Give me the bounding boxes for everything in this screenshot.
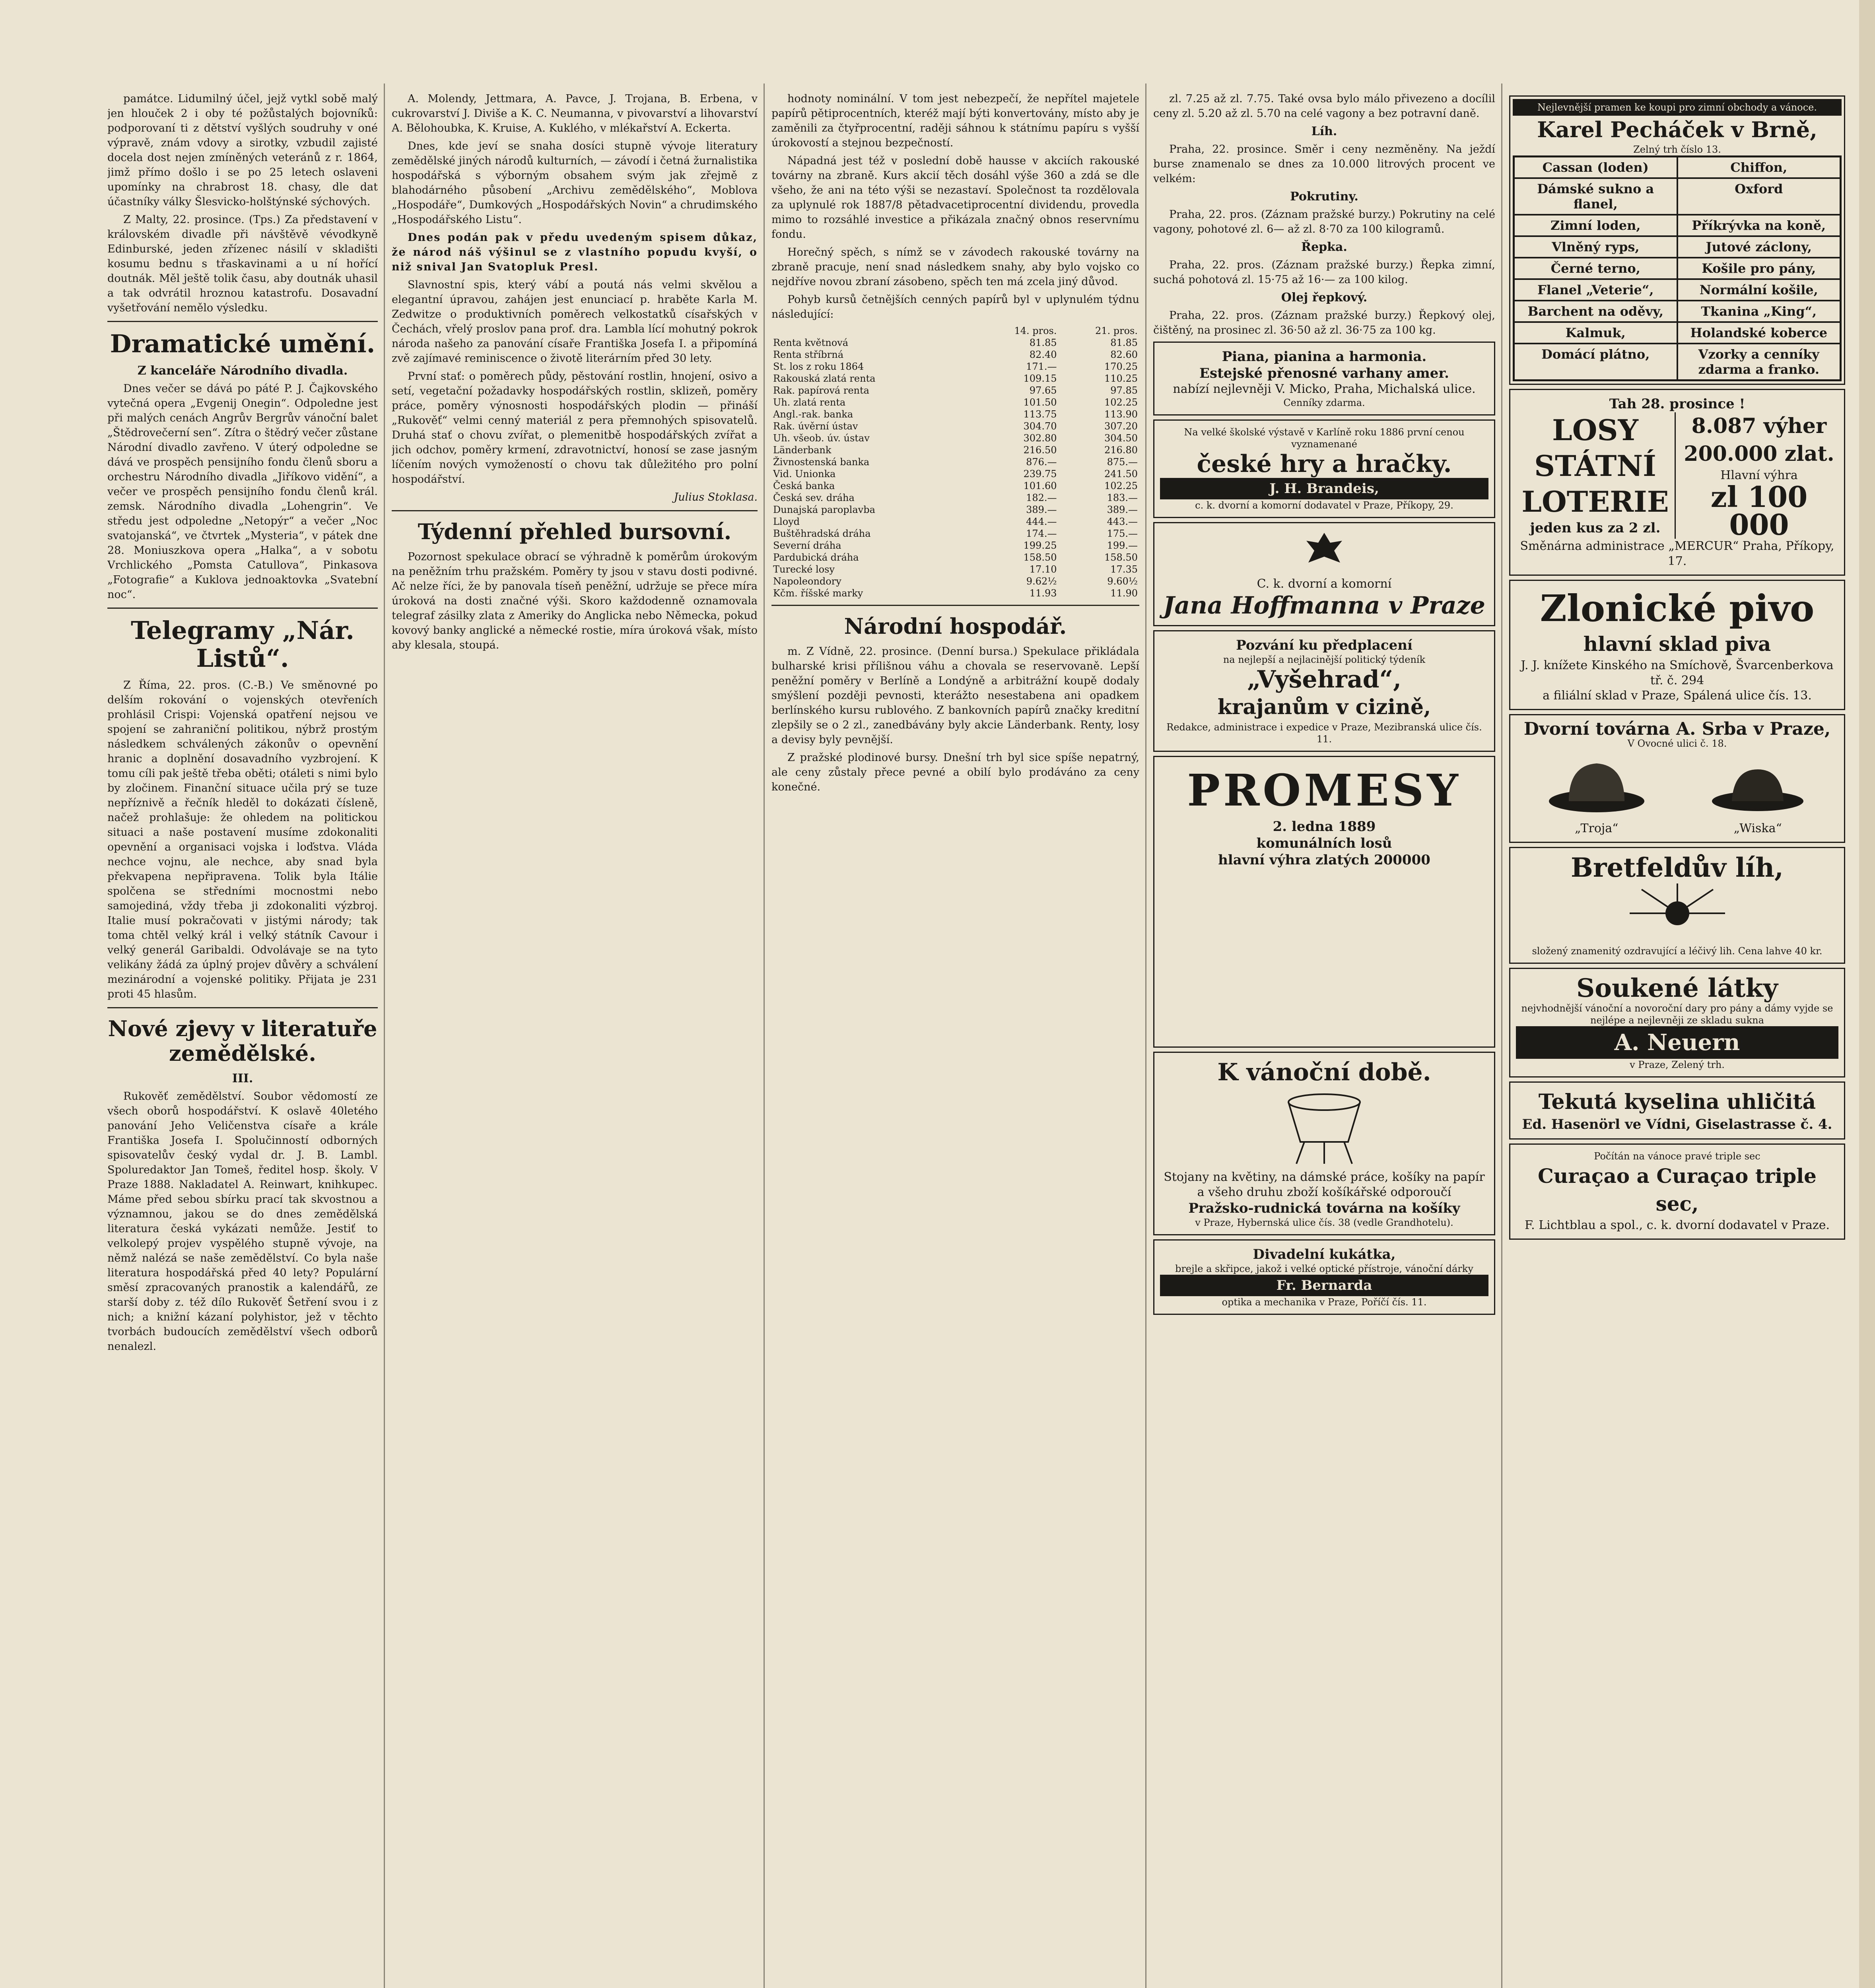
divider	[771, 605, 1139, 606]
article-drama: Dnes večer se dává po páté P. J. Čajkovského vytečná opera „Evgenij Onegin“. Odpoledne jest při malých cenách Angrův Bergrův vánoční balet „Štědrovečerní sen“. Zítra o štědrý večer zůstane Národní divadlo zavřeno. V úterý odpoledne se dává ve prospěch pensijního fondu členů sboru a orchestru Národního divadla „Jiříkovo vidění“, a večer ve prospěch pensijního fondu členů král. zemsk. Národního divadla „Lohengrin“. Ve středu jest odpoledne „Netopýr“ a večer „Noc svatojanská“, ve čtvrtek „Mysteria“, v pátek dne 28. Moniuszkova opera „Halka“, a v sobotu Vrchlického „Pomsta Catullova“, Pinkasova „Fotografie“ a Kuklova jednoaktovka „Svatební noc“.	[107, 382, 378, 601]
table-cell: 443.—	[1107, 516, 1138, 527]
paragraph: zl. 7.25 až zl. 7.75. Také ovsa bylo málo přivezeno a docílil ceny zl. 5.20 až zl. 5.70 na celé vagony a bez potravní daně.	[1153, 93, 1495, 120]
ad-address: v Praze, Hybernská ulice čís. 38 (vedle Grandhotelu).	[1195, 1217, 1453, 1228]
ad-text: brejle a skřipce, jakož i velké optické přístroje, vánoční dárky	[1175, 1263, 1473, 1274]
ad-title: Bretfeldův líh,	[1570, 852, 1784, 883]
table-row	[771, 528, 1139, 540]
ad-address: Směnárna administrace „MERCUR“ Praha, Příkopy, 17.	[1520, 539, 1834, 568]
paragraph: Praha, 22. pros. (Záznam pražské burzy.) Řepka zimní, suchá pohotová zl. 15·75 až 16·— za 100 kilog.	[1153, 259, 1495, 286]
ad-address: a filiální sklad v Praze, Spálená ulice čís. 13.	[1543, 689, 1812, 703]
ad-vysehrad	[1153, 630, 1495, 752]
ad-prize-total: 200.000 zlat.	[1684, 442, 1834, 466]
ad-title: české hry a hračky.	[1197, 450, 1452, 478]
table-row	[771, 432, 1139, 444]
table-cell: 102.25	[1104, 397, 1138, 408]
paragraph: Praha, 22. pros. (Záznam pražské burzy.) Pokrutiny na celé vagony, pohotové zl. 6— až zl. 8·70 za 100 kilogramů.	[1153, 208, 1495, 235]
product-cell: Černé terno,	[1514, 258, 1677, 279]
table-cell: 9.62½	[1026, 576, 1057, 587]
table-cell: 183.—	[1107, 492, 1138, 503]
table-row	[771, 468, 1139, 480]
paragraph-spaced: Dnes podán pak v předu uvedeným spisem důkaz, že národ náš výšinul se z vlastního popudu kvyší, o niž snival Jan Svatopluk Presl.	[392, 231, 758, 273]
table-cell: Vid. Unionka	[773, 468, 836, 480]
paragraph: Praha, 22. pros. (Záznam pražské burzy.) Řepkový olej, čištěný, na prosinec zl. 36·50 až zl. 36·75 za 100 kg.	[1153, 309, 1495, 336]
ad-prize-count: 8.087 výher	[1691, 414, 1827, 438]
paragraph: Nápadná jest též v poslední době hausse v akciích rakouské továrny na zbraně. Kurs akcií těch dosáhl výše 360 a zdá se dle všeho, že ani na této výši se nezastaví. Společnost ta rozdělovala za uplynulé rok 1887/8 pětadvacetiprocentní dividendu, provedla mimo to rozsáhlé investice a přikázala značný obnos reservnímu fondu.	[771, 155, 1139, 241]
ad-subtitle: Estejské přenosné varhany amer.	[1199, 365, 1449, 381]
table-cell: Renta stříbrná	[773, 349, 844, 360]
paragraph: Horečný spěch, s nímž se v závodech rakouské továrny na zbraně pracuje, není snad následkem snahy, aby bylo vojsko co nejdříve novou zbraní zásobeno, spěch ten má zcela jiný důvod.	[771, 246, 1139, 288]
table-cell: 109.15	[1023, 373, 1057, 384]
ad-title: Karel Pecháček v Brně,	[1537, 117, 1817, 142]
table-row	[771, 480, 1139, 492]
table-row	[771, 408, 1139, 420]
table-cell: Napoleondory	[773, 576, 841, 587]
subheading-lih: Líh.	[1311, 124, 1337, 138]
table-row	[771, 504, 1139, 516]
table-cell: 82.60	[1110, 349, 1138, 360]
product-cell: Domácí plátno,	[1514, 344, 1677, 380]
ad-baskets	[1153, 1052, 1495, 1235]
paragraph: Praha, 22. prosince. Směr i ceny nezměněny. Na ježdí burse znamenalo se dnes za 10.000 litrových procent ve velkém:	[1153, 143, 1495, 185]
column-rule	[1501, 83, 1502, 1988]
article-bourse: Pozornost spekulace obrací se výhradně k poměrům úrokovým na peněžním trhu pražském. Poměry ty jsou v stavu dosti podivné. Ač nelze říci, že by panovala tíseň peněžní, udržuje se přece míra úroková na dosti značné výši. Skoro každodenně oznamovala telegraf zásilky zlata z Ameriky do Anglicka nebo Německa, pokud kovový banky anglické a německé rostie, míra úroková však, místo aby klesala, stoupá.	[392, 551, 758, 651]
section-heading-literature: Nové zjevy v literatuře zemědělské.	[108, 1016, 377, 1066]
ad-main-prize: zl 100 000	[1710, 480, 1808, 542]
section-heading-telegrams: Telegramy „Nár. Listů“.	[131, 616, 354, 673]
ad-note: Cenníky zdarma.	[1283, 397, 1365, 408]
table-cell: 216.80	[1104, 445, 1138, 456]
ad-date: Tah 28. prosince !	[1609, 396, 1745, 412]
ad-text: Stojany na květiny, na dámské práce, košíky na papír a všeho druhu zboží košíkářské odporoučí	[1164, 1170, 1485, 1199]
ad-text: nabízí nejlevněji V. Micko, Praha, Michalská ulice.	[1173, 382, 1476, 396]
column-5	[1509, 91, 1845, 1988]
table-cell: 199.—	[1107, 540, 1138, 551]
ad-text: komunálních losů	[1256, 835, 1392, 851]
signature: Julius Stoklasa.	[674, 491, 758, 503]
table-row	[771, 349, 1139, 361]
ad-address: c. k. dvorní a komorní dodavatel v Praze, Příkopy, 29.	[1195, 500, 1453, 511]
hat-name: „Troja“	[1575, 821, 1619, 835]
ad-kyselina	[1509, 1081, 1845, 1140]
table-row	[771, 540, 1139, 551]
table-cell: Živnostenská banka	[773, 456, 870, 468]
table-cell: Uh. zlatá renta	[773, 397, 846, 408]
ad-text: nejvhodnější vánoční a novoroční dary pro pány a dámy vyjde se nejlépe a nejlevněji ze skladu sukna	[1521, 1003, 1833, 1026]
table-cell: St. los z roku 1864	[773, 361, 864, 372]
table-cell: 113.90	[1104, 409, 1138, 420]
table-cell: 82.40	[1029, 349, 1057, 360]
ad-headline: „Vyšehrad“,	[1247, 666, 1402, 693]
table-cell: 101.60	[1023, 480, 1057, 491]
ad-title: Curaçao a Curaçao triple sec,	[1538, 1164, 1817, 1215]
ad-pianos	[1153, 342, 1495, 415]
table-row	[771, 361, 1139, 373]
table-cell: 307.20	[1104, 421, 1138, 432]
ad-text: C. k. dvorní a komorní	[1257, 577, 1392, 591]
table-cell: 199.25	[1023, 540, 1057, 551]
table-cell: 17.10	[1029, 564, 1057, 575]
ad-label: Hlavní výhra	[1720, 468, 1798, 482]
subheading-repka: Řepka.	[1301, 240, 1347, 254]
ad-title: Piana, pianina a harmonia.	[1222, 349, 1427, 365]
ad-subtitle: na nejlepší a nejlacinější politický týdeník	[1223, 654, 1426, 665]
table-header-row	[771, 325, 1139, 337]
table-cell: 304.50	[1104, 433, 1138, 444]
ad-text: J. J. knížete Kinského na Smíchově, Švarcenberkova tř. č. 294	[1521, 658, 1834, 687]
table-cell: 110.25	[1104, 373, 1138, 384]
ad-title: Dvorní továrna A. Srba v Praze,	[1523, 719, 1831, 739]
paragraph: A. Molendy, Jettmara, A. Pavce, J. Trojana, B. Erbena, v cukrovarství J. Diviše a K. C. Neumanna, v pivovarství a lihovarství A. Bělohoubka, K. Kruise, A. Kuklého, v mlékařství A. Eckerta.	[392, 93, 758, 134]
table-cell: Rakouská zlatá renta	[773, 373, 876, 384]
table-cell: Dunajská paroplavba	[773, 504, 875, 515]
table-cell: 102.25	[1104, 480, 1138, 491]
table-row	[771, 420, 1139, 432]
ad-opera-glasses	[1153, 1239, 1495, 1315]
divider	[107, 321, 378, 322]
product-cell: Flanel „Veterie“,	[1514, 279, 1677, 301]
ad-lottery	[1509, 389, 1845, 576]
table-cell: 113.75	[1023, 409, 1057, 420]
table-row	[771, 563, 1139, 575]
table-cell: Turecké losy	[773, 564, 835, 575]
hat-icon	[1545, 753, 1648, 817]
table-cell: Länderbank	[773, 445, 832, 456]
ad-address: V Ovocné ulici č. 18.	[1627, 738, 1727, 749]
ad-zlonice-beer	[1509, 580, 1845, 710]
ad-headline: PROMESY	[1187, 765, 1461, 816]
rates-table	[771, 325, 1139, 599]
table-cell: 158.50	[1023, 552, 1057, 563]
ad-address: Ed. Hasenörl ve Vídni, Giselastrasse č. 4.	[1522, 1116, 1832, 1132]
product-cell: Holandské koberce	[1677, 322, 1841, 344]
product-cell: Barchent na oděvy,	[1514, 301, 1677, 322]
ad-toys	[1153, 419, 1495, 518]
table-cell: Kčm. říšské marky	[773, 588, 863, 599]
table-cell: 444.—	[1026, 516, 1057, 527]
subheading-drama: Z kanceláře Národního divadla.	[137, 364, 348, 378]
product-cell: Kalmuk,	[1514, 322, 1677, 344]
table-cell: 389.—	[1107, 504, 1138, 515]
ad-title: K vánoční době.	[1217, 1058, 1431, 1086]
product-cell: Košile pro pány,	[1677, 258, 1841, 279]
article-telegram: Z Říma, 22. pros. (C.-B.) Ve směnovné po delším rokování o vojenských otevřeních prohlásil Crispi: Vojenská opatření nejsou ve spojení se zahraniční politikou, nýbrž prostým následkem schválených zákonův o opevnění hranic a doplnění dosavadního vyzbrojení. K tomu cíli pak ještě třeba oběti; otáleti s nimi bylo by zločinem. Finanční situace učila prý se tuze nepříznivě a řečník hleděl to dokázati čísleně, načež prohlašuje: že ohledem na politickou situaci a naše postavení musíme zdokonaliti opevnění a organisaci vojska i loďstva. Vláda nechce vojnu, ale nechce, aby snad byla překvapena nepřipravena. Tolik byla Itálie spolčena se středními mocnostmi nebo samojediná, vždy třeba ji zdokonaliti výzbroj. Italie musí pokračovati v jistými národy; tak toma chtěl velký král i velký státník Cavour i velký generál Garibaldi. Odvolávaje se na tyto velikány žádá za úplný projev důvěry a schválení mezinárodní a vojenské politiky. Přijata je 231 proti 45 hlasům.	[107, 679, 378, 1000]
ad-name: Pražsko-rudnická továrna na košíky	[1188, 1200, 1460, 1216]
paragraph: Slavnostní spis, který vábí a poutá nás velmi skvělou a elegantní úpravou, zahájen jest enunciací p. hraběte Karla M. Zedwitze o produktivních poměrech velkostatků císařských v Čechách, vřelý proslov pana prof. dra. Lambla lící mohutný pokrok národa našeho za panování císaře Františka Josefa I. a připomíná zvě zajímavé reminiscence o životě literárním před 30 lety.	[392, 279, 758, 365]
divider	[107, 608, 378, 609]
product-cell: Vlněný ryps,	[1514, 236, 1677, 258]
table-cell: 17.35	[1110, 564, 1138, 575]
table-cell: 101.50	[1023, 397, 1057, 408]
column-rule	[764, 83, 765, 1988]
ad-soukene-latky	[1509, 968, 1845, 1077]
ad-hoffmann	[1153, 522, 1495, 626]
table-cell: 875.—	[1107, 456, 1138, 468]
ad-name: Fr. Bernarda	[1160, 1275, 1488, 1296]
table-cell: 182.—	[1026, 492, 1057, 503]
table-cell: 81.85	[1110, 337, 1138, 348]
article-economy-2: Z pražské plodinové bursy. Dnešní trh byl sice spíše nepatrný, ale ceny zůstaly přece pevné a obilí bylo prodáváno za ceny konečné.	[771, 751, 1139, 793]
table-cell: Severní dráha	[773, 540, 841, 551]
paper-edge	[1859, 0, 1875, 1988]
table-cell: Česká sev. dráha	[773, 492, 855, 503]
ad-text: hlavní výhra zlatých 200000	[1218, 852, 1430, 868]
table-cell: 239.75	[1023, 468, 1057, 480]
ad-title: Divadelní kukátka,	[1253, 1246, 1396, 1262]
table-cell: 174.—	[1026, 528, 1057, 539]
product-cell: Jutové záclony,	[1677, 236, 1841, 258]
table-cell: Pardubická dráha	[773, 552, 859, 563]
table-row	[771, 587, 1139, 599]
paragraph: Pohyb kursů četnějších cenných papírů byl v uplynulém týdnu následující:	[771, 293, 1139, 320]
ad-text: 2. ledna 1889	[1273, 819, 1376, 835]
ad-title: Soukené látky	[1576, 973, 1778, 1003]
column-4	[1153, 91, 1495, 1988]
ad-address: optika a mechanika v Praze, Poříčí čís. 11.	[1222, 1297, 1427, 1308]
hat-name: „Wiska“	[1733, 821, 1782, 835]
subheading-olej: Olej řepkový.	[1281, 291, 1368, 305]
table-cell: 97.65	[1029, 385, 1057, 396]
table-cell: 216.50	[1023, 445, 1057, 456]
article-malta: Z Malty, 22. prosince. (Tps.) Za představení v královském divadle při návštěvě vévodkyně Edinburské, jeden zřízenec násilí v skladišti kosumu bednu s třaskavinami a u ní hořící doutnák. Měl ještě tolik času, aby doutnák uhasil a tak odvrátil hroznou katastrofu. Dosavadní vyšetřování nemělo výsledku.	[107, 214, 378, 314]
table-row	[771, 373, 1139, 384]
table-row	[771, 456, 1139, 468]
table-cell: 9.60½	[1107, 576, 1138, 587]
ad-text: Počítán na vánoce pravé triple sec	[1594, 1151, 1760, 1162]
table-row	[771, 396, 1139, 408]
ad-subtitle: hlavní sklad piva	[1583, 632, 1771, 656]
product-grid	[1513, 155, 1842, 381]
product-cell: Dámské sukno a flanel,	[1514, 178, 1677, 215]
table-row	[771, 444, 1139, 456]
paragraph: Dnes, kde jeví se snaha dosíci stupně vývoje literatury zemědělské jiných národů kulturních, — závodí i četná žurnalistika hospodářská s výborným obsahem svým jak zřejmě z blahodárného působení „Archivu zemědělského“, Moblova „Hospodáře“, Dumkových „Hospodářských Novin“ a chrudimského „Hospodářského Listu“.	[392, 140, 758, 226]
ad-text: složený znamenitý ozdravující a léčivý lih. Cena lahve 40 kr.	[1532, 945, 1823, 957]
column-rule	[384, 83, 385, 1988]
subheading-roman: III.	[232, 1072, 253, 1085]
table-cell: 302.80	[1023, 433, 1057, 444]
article-literature: Rukověť zemědělství. Soubor vědomostí ze všech oborů hospodářství. K oslavě 40letého panování Jeho Veličenstva císaře a krále Františka Josefa I. Spolučinností odborných spisovatelův český vydal dr. J. B. Lambl. Spoluredaktor Jan Tomeš, ředitel hosp. školy. V Praze 1888. Nakladatel A. Reinwart, knihkupec. Máme před sebou sbírku prací tak skvostnou a významnou, jakou se do dnes zemědělská literatura česká vykázati nemůže. Jestiť to velkolepý projev vyspělého stupně vývoje, na němž nalézá se naše zemědělství. Co byla naše literatura hospodářská před 40 lety? Populární směsí zpracovaných pranostik a kalendářů, ze starší doby z. též dílo Rukověť Šetření svou i z nich; a knižní kázaní polyhistor, jež v těchto tvorbách budoucích zemědělství všech odborů nenalezl.	[107, 1090, 378, 1353]
product-cell: Oxford	[1677, 178, 1841, 215]
ad-headline-2: krajanům v cizině,	[1217, 695, 1431, 719]
table-cell: 11.90	[1110, 588, 1138, 599]
ad-text: Na velké školské výstavě v Karlíně roku 1886 první cenou vyznamenané	[1184, 427, 1465, 450]
table-row	[771, 575, 1139, 587]
table-cell: Renta květnová	[773, 337, 849, 348]
ad-promesy	[1153, 756, 1495, 1048]
ad-title: Jana Hoffmanna v Praze	[1163, 592, 1485, 619]
article-economy: m. Z Vídně, 22. prosince. (Denní bursa.) Spekulace přikládala bulharské krisi přílišnou váhu a chovala se reservovaně. Lepší peněžní poměry v Berlíně a Londýně a arbitrážní koupě dodaly smýšlení později pevnosti, kterážto nesestabena ani opadkem berlínského kursu rublového. Z bankovních papírů značky kreditní zlepšily se o 2 zl., zanedbávány byly akcie Länderbank. Renty, losy a devisy byly pevnější.	[771, 645, 1139, 746]
article-intro: památce. Lidumilný účel, jejž vytkl sobě malý jen hlouček 2 i oby té požůstalých bojovníků: podporovaní ti z dětství vyšlých soudruhy v oné výpravě, znám vdovy a sirotky, vzbudil zajisté docela dost nejen zmíněných veteránů z r. 1864, jimž přímo došlo i se po 25 letech oslaveni upomínky na chrabrost 18. chasy, dle dat účastníky války Šlesvicko-holštýnské sýchových.	[107, 93, 378, 208]
table-header-cell: 21. pros.	[1095, 325, 1138, 336]
table-cell: 175.—	[1107, 528, 1138, 539]
table-cell: Rak. papírová renta	[773, 385, 869, 396]
ad-header: Nejlevnější pramen ke koupi pro zimní obchody a vánoce.	[1513, 99, 1842, 116]
product-cell: Příkrývka na koně,	[1677, 215, 1841, 236]
product-cell: Chiffon,	[1677, 157, 1841, 178]
table-cell: 81.85	[1029, 337, 1057, 348]
ad-name: A. Neuern	[1516, 1026, 1838, 1059]
table-cell: 389.—	[1026, 504, 1057, 515]
product-cell: Vzorky a cenníky zdarma a franko.	[1677, 344, 1841, 380]
sunburst-icon	[1626, 881, 1729, 941]
table-row	[771, 551, 1139, 563]
product-cell: Zimní loden,	[1514, 215, 1677, 236]
section-heading-drama: Dramatické umění.	[110, 329, 375, 358]
table-cell: Buštěhradská dráha	[773, 528, 871, 539]
table-cell: 11.93	[1029, 588, 1057, 599]
table-cell: 158.50	[1104, 552, 1138, 563]
table-cell: Angl.-rak. banka	[773, 409, 853, 420]
column-3	[771, 91, 1139, 1988]
table-cell: 304.70	[1023, 421, 1057, 432]
subheading-pokrutiny: Pokrutiny.	[1290, 190, 1358, 204]
ad-title: LOSY STÁTNÍ LOTERIE	[1521, 413, 1669, 518]
ad-address: Zelný trh číslo 13.	[1633, 144, 1721, 155]
table-cell: 241.50	[1104, 468, 1138, 480]
divider	[392, 510, 758, 511]
ad-address: v Praze, Zelený trh.	[1630, 1059, 1725, 1070]
column-1	[107, 91, 378, 1988]
table-cell: Rak. úvěrní ústav	[773, 421, 858, 432]
basket-stand-icon	[1273, 1086, 1376, 1166]
paragraph: První stať: o poměrech půdy, pěstování rostlin, hnojení, osivo a setí, vegetační požadavky hospodářských rostlin, sklizeň, poměry práce, poměry výnosnosti hospodářských plodin — přináší „Rukověť“ velmi cenný materiál z pera přemnohých spisovatelů. Druhá stať o chovu zvířat, o plemenitbě hospodářských zvířat a jich odchov, poměry krmení, zdravotnictví, honosí se zase jasným líčením nových vymožeností o chovu tak důležitého pro polní hospodářství.	[392, 370, 758, 485]
ad-address: Redakce, administrace i expedice v Praze, Mezibranská ulice čís. 11.	[1166, 722, 1482, 745]
hat-icon	[1706, 753, 1809, 817]
ad-title: Pozvání ku předplacení	[1236, 637, 1413, 653]
product-cell: Cassan (loden)	[1514, 157, 1677, 178]
ad-srb-hats	[1509, 714, 1845, 843]
table-row	[771, 337, 1139, 349]
table-row	[771, 492, 1139, 504]
table-header-cell: 14. pros.	[1014, 325, 1057, 336]
paragraph: hodnoty nominální. V tom jest nebezpečí, že nepřítel majetele papírů pětiprocentních, kteréž mají býti konvertovány, místo aby je zaměnili za čtyřprocentní, raději sáhnou k státnímu papíru s vyšší úrokovostí a stejnou bezpečností.	[771, 93, 1139, 149]
ad-name: J. H. Brandeis,	[1160, 478, 1488, 499]
table-cell: 876.—	[1026, 456, 1057, 468]
ad-price: jeden kus za 2 zl.	[1530, 520, 1661, 536]
ad-pechacek	[1509, 95, 1845, 385]
table-row	[771, 516, 1139, 528]
section-heading-economy: Národní hospodář.	[844, 613, 1067, 639]
table-cell: Česká banka	[773, 480, 835, 491]
table-row	[771, 384, 1139, 396]
table-cell: 171.—	[1026, 361, 1057, 372]
divider	[107, 1007, 378, 1008]
column-2	[392, 91, 758, 1988]
column-rule	[1145, 83, 1146, 1988]
ad-title: Zlonické pivo	[1540, 587, 1815, 630]
ad-name: F. Lichtblau a spol., c. k. dvorní dodavatel v Praze.	[1525, 1218, 1830, 1232]
ad-curacao	[1509, 1143, 1845, 1240]
ad-title: Tekutá kyselina uhličitá	[1538, 1090, 1816, 1114]
product-cell: Tkanina „King“,	[1677, 301, 1841, 322]
table-cell: 97.85	[1110, 385, 1138, 396]
table-cell: Lloyd	[773, 516, 800, 527]
table-header-cell	[771, 325, 977, 337]
section-heading-bourse: Týdenní přehled bursovní.	[418, 519, 732, 544]
table-cell: 170.25	[1104, 361, 1138, 372]
table-cell: Uh. všeob. úv. ústav	[773, 433, 870, 444]
eagle-crest-icon	[1300, 529, 1348, 573]
product-cell: Normální košile,	[1677, 279, 1841, 301]
ad-bretfeld	[1509, 847, 1845, 964]
